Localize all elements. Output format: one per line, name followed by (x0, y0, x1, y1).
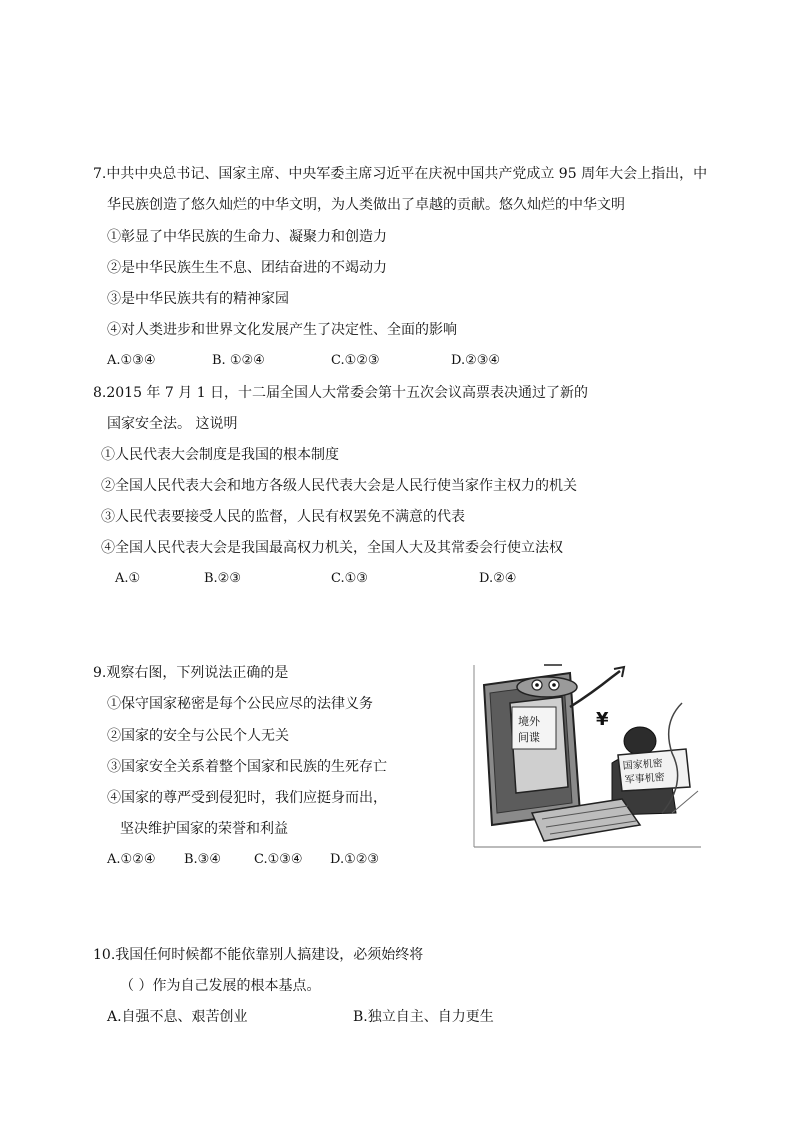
informant-head (624, 727, 656, 755)
spy-label-line-1: 境外 (518, 715, 540, 728)
q9-stem: 9.观察右图，下列说法正确的是 (93, 665, 289, 681)
spy-head (517, 677, 577, 697)
q8-stem-line-1: 8.2015 年 7 月 1 日，十二届全国人大常委会第十五次会议高票表决通过了新的 (93, 385, 589, 401)
q9-item-3: ③国家安全关系着整个国家和民族的生死存亡 (107, 759, 387, 775)
q7-stem-line-1: 7.中共中央总书记、国家主席、中央军委主席习近平在庆祝中国共产党成立 95 周年大会上指出，中 (93, 166, 708, 182)
q7-item-4: ④对人类进步和世界文化发展产生了决定性、全面的影响 (107, 322, 457, 338)
q9-item-2: ②国家的安全与公民个人无关 (107, 728, 289, 744)
q9-item-4: ④国家的尊严受到侵犯时，我们应挺身而出， (107, 790, 387, 806)
q8-option-d: D.②④ (479, 571, 517, 586)
q9-option-c: C.①③④ (254, 852, 303, 867)
q7-option-a: A.①③④ (107, 353, 156, 368)
q8-stem-line-2: 国家安全法。 这说明 (107, 416, 238, 432)
q9-option-d: D.①②③ (330, 852, 380, 867)
secret-label-line-2: 军事机密 (624, 772, 666, 786)
q8-option-a: A.① (115, 571, 141, 586)
q9-item-1: ①保守国家秘密是每个公民应尽的法律义务 (107, 696, 373, 712)
q10-stem-line-2: （ ）作为自己发展的根本基点。 (120, 978, 321, 994)
q8-item-3: ③人民代表要接受人民的监督，人民有权罢免不满意的代表 (101, 509, 465, 525)
yuan-symbol: ¥ (596, 709, 609, 730)
q7-stem-line-2: 华民族创造了悠久灿烂的中华文明，为人类做出了卓越的贡献。悠久灿烂的中华文明 (107, 197, 625, 213)
secret-label-line-1: 国家机密 (622, 758, 664, 772)
q8-option-b: B.②③ (204, 571, 241, 586)
q9-item-4-continued: 坚决维护国家的荣誉和利益 (120, 821, 288, 837)
q7-item-3: ③是中华民族共有的精神家园 (107, 291, 289, 307)
q8-item-2: ②全国人民代表大会和地方各级人民代表大会是人民行使当家作主权力的机关 (101, 478, 577, 494)
q10-option-b: B.独立自主、自力更生 (353, 1009, 494, 1025)
q8-item-1: ①人民代表大会制度是我国的根本制度 (101, 447, 339, 463)
q9-option-b: B.③④ (184, 852, 221, 867)
q9-option-a: A.①②④ (107, 852, 156, 867)
q10-option-a: A.自强不息、艰苦创业 (107, 1009, 248, 1025)
spy-label-line-2: 间谍 (518, 731, 540, 744)
q8-item-4: ④全国人民代表大会是我国最高权力机关，全国人大及其常委会行使立法权 (101, 540, 563, 556)
q7-item-1: ①彰显了中华民族的生命力、凝聚力和创造力 (107, 229, 387, 245)
spy-cartoon-illustration (472, 663, 702, 848)
q7-option-b: B. ①②④ (212, 353, 265, 368)
q10-stem-line-1: 10.我国任何时候都不能依靠别人搞建设，必须始终将 (93, 947, 424, 963)
q7-option-c: C.①②③ (331, 353, 380, 368)
q7-option-d: D.②③④ (451, 353, 501, 368)
q8-option-c: C.①③ (331, 571, 368, 586)
q7-item-2: ②是中华民族生生不息、团结奋进的不竭动力 (107, 260, 387, 276)
